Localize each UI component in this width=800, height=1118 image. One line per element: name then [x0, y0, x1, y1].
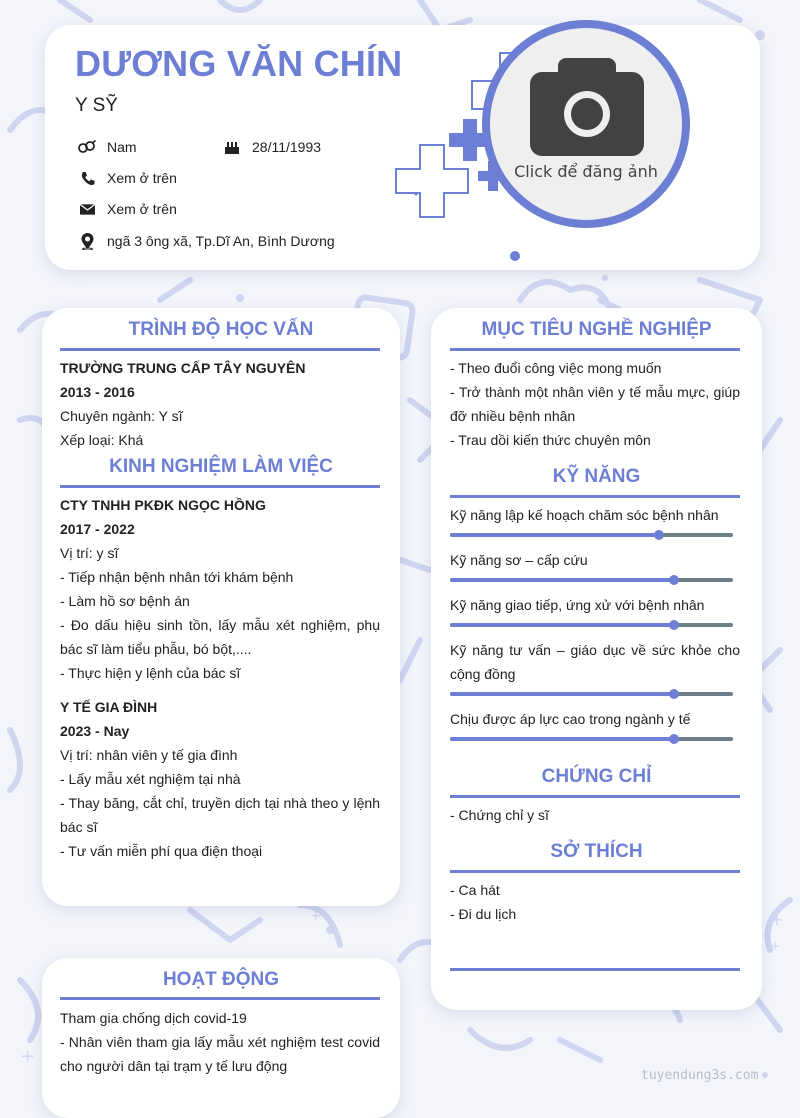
certificates-title: CHỨNG CHỈ [541, 766, 652, 787]
skill-label: Kỹ năng sơ – cấp cứu [450, 552, 588, 568]
skill-level-fill [450, 737, 674, 741]
gender-icon [77, 140, 97, 154]
skill-level-fill [450, 578, 674, 582]
education-period: 2013 - 2016 [60, 384, 135, 400]
education-major: Chuyên ngành: Y sĩ [60, 408, 183, 424]
job-detail: - Tư vấn miễn phí qua điện thoại [60, 843, 263, 859]
objective-skills-card [431, 308, 762, 1010]
skill-level-knob [669, 575, 679, 585]
certificates-title-underline [450, 795, 740, 798]
objective-line: - Trau dồi kiến thức chuyên môn [450, 432, 651, 448]
address-row [77, 232, 335, 250]
site-watermark: tuyendung3s.com [641, 1068, 759, 1083]
email-row [77, 201, 177, 217]
gender-value: Nam [107, 139, 137, 155]
hobbies-title-underline [450, 870, 740, 873]
birthday-cake-icon [222, 140, 242, 155]
candidate-name: DƯƠNG VĂN CHÍN [75, 43, 403, 84]
photo-placeholder[interactable] [490, 28, 682, 220]
activity-line: Tham gia chống dịch covid-19 [60, 1010, 247, 1026]
activities-title-underline [60, 997, 380, 1000]
skill-level-knob [654, 530, 664, 540]
job-period: 2023 - Nay [60, 723, 130, 739]
skill-level-bar [450, 533, 733, 537]
education-grade: Xếp loại: Khá [60, 432, 144, 448]
skill-level-fill [450, 692, 674, 696]
envelope-icon [77, 204, 97, 215]
experience-title: KINH NGHIỆM LÀM VIỆC [109, 456, 333, 477]
address-value: ngã 3 ông xã, Tp.Dĩ An, Bình Dương [107, 233, 335, 249]
skill-level-bar [450, 737, 733, 741]
svg-text:+: + [770, 910, 784, 929]
hobbies-title: SỞ THÍCH [550, 841, 643, 862]
skill-level-fill [450, 623, 674, 627]
email-value: Xem ở trên [107, 201, 177, 217]
skill-level-bar [450, 692, 733, 696]
svg-text:+: + [770, 939, 781, 953]
skill-level-knob [669, 689, 679, 699]
camera-icon [530, 58, 644, 156]
job-detail: - Lấy mẫu xét nghiệm tại nhà [60, 771, 241, 787]
education-title: TRÌNH ĐỘ HỌC VẤN [128, 319, 314, 340]
skill-level-knob [669, 620, 679, 630]
gender-row [77, 139, 137, 155]
activities-card [42, 958, 400, 1118]
job-detail: - Thực hiện y lệnh của bác sĩ [60, 665, 241, 681]
education-school: TRƯỜNG TRUNG CẤP TÂY NGUYÊN [60, 360, 306, 376]
objective-line: - Trở thành một nhân viên y tế mẫu mực, giúp đỡ nhiều bệnh nhân [450, 384, 740, 424]
job-detail: - Làm hồ sơ bệnh án [60, 593, 190, 609]
job-company: CTY TNHH PKĐK NGỌC HỒNG [60, 497, 266, 513]
skills-title: KỸ NĂNG [552, 466, 641, 487]
hobby-line: - Ca hát [450, 882, 500, 898]
profile-photo-upload[interactable] [482, 20, 690, 228]
phone-row [77, 170, 177, 186]
certificate-line: - Chứng chỉ y sĩ [450, 807, 549, 823]
birthdate-value: 28/11/1993 [252, 139, 322, 155]
location-pin-icon [77, 232, 97, 250]
objective-title: MỤC TIÊU NGHỀ NGHIỆP [481, 319, 712, 340]
svg-text:+: + [310, 908, 322, 924]
job-title: Y SỸ [75, 95, 118, 116]
birthdate-row [222, 139, 321, 155]
job-detail: - Đo dấu hiệu sinh tồn, lấy mẫu xét nghiệm, phụ bác sĩ làm tiểu phẫu, bó bột,.... [60, 617, 380, 657]
svg-text:+: + [20, 1046, 36, 1067]
skill-label: Chịu được áp lực cao trong ngành y tế [450, 711, 691, 727]
objective-title-underline [450, 348, 740, 351]
job-detail: - Thay băng, cắt chỉ, truyền dịch tại nhà theo y lệnh bác sĩ [60, 795, 380, 835]
skill-level-bar [450, 578, 733, 582]
skill-level-knob [669, 734, 679, 744]
objective-line: - Theo đuổi công việc mong muốn [450, 360, 662, 376]
skill-label: Kỹ năng giao tiếp, ứng xử với bệnh nhân [450, 597, 705, 613]
skill-label: Kỹ năng tư vấn – giáo dục về sức khỏe cho cộng đồng [450, 642, 740, 682]
education-experience-card [42, 308, 400, 906]
job-period: 2017 - 2022 [60, 521, 135, 537]
photo-upload-label: Click để đăng ảnh [514, 162, 658, 181]
hobby-line: - Đi du lịch [450, 906, 517, 922]
education-title-underline [60, 348, 380, 351]
job-company: Y TẾ GIA ĐÌNH [60, 699, 158, 715]
job-detail: Vị trí: y sĩ [60, 545, 119, 561]
phone-value: Xem ở trên [107, 170, 177, 186]
skill-label: Kỹ năng lập kế hoạch chăm sóc bệnh nhân [450, 507, 719, 523]
skills-title-underline [450, 495, 740, 498]
job-detail: Vị trí: nhân viên y tế gia đình [60, 747, 238, 763]
job-detail: - Tiếp nhận bệnh nhân tới khám bệnh [60, 569, 294, 585]
experience-title-underline [60, 485, 380, 488]
section-end-divider [450, 968, 740, 971]
phone-icon [77, 171, 97, 186]
skill-level-bar [450, 623, 733, 627]
skill-level-fill [450, 533, 659, 537]
activity-line: - Nhân viên tham gia lấy mẫu xét nghiệm test covid cho người dân tại trạm y tế lưu động [60, 1034, 380, 1074]
activities-title: HOẠT ĐỘNG [162, 969, 280, 990]
